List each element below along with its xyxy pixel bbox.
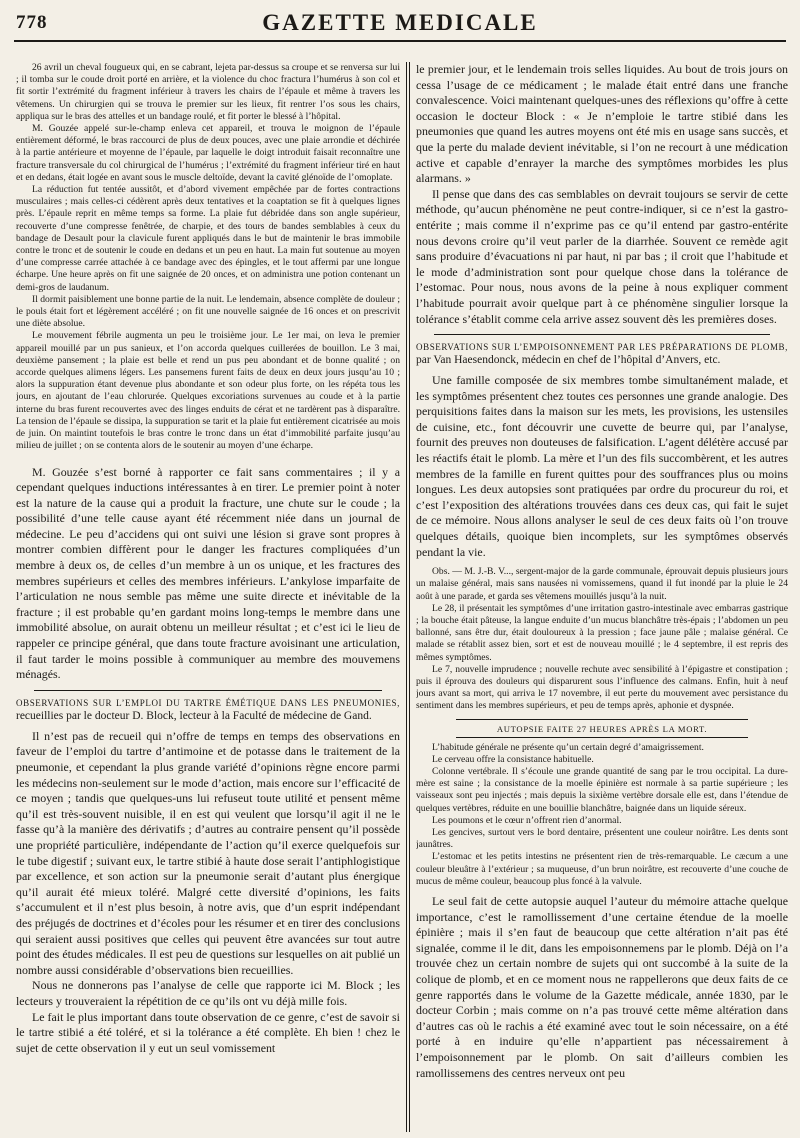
- section-title-rest: recueillies par le docteur D. Block, lecteur à la Faculté de médecine de Gand.: [16, 709, 372, 722]
- body-paragraph: Nous ne donnerons pas l’analyse de celle que rapporte ici M. Block ; les lecteurs y trouveraient la répétition de ce qu’ils ont vu déjà mille fois.: [16, 978, 400, 1008]
- observation-paragraph: Le 7, nouvelle imprudence ; nouvelle rechute avec sensibilité à l’épigastre et constipation ; puis il éprouva des douleurs qui disparurent sous l’influence des calmans. Enfin, huit à neuf jours avant sa mort, qui arriva le 17 novembre, il eut perte du mouvement avec persistance du sentiment dans les membres supérieurs, et peu de temps après, aphonie et dyspnée.: [416, 663, 788, 712]
- column-rule: [406, 62, 407, 1132]
- column-rule: [409, 62, 410, 1132]
- section-title: [16, 697, 400, 723]
- body-paragraph: Il n’est pas de recueil qui n’offre de temps en temps des observations en faveur de l’emploi du tartre d’antimoine et de potasse dans le traitement de la pneumonie, et cependant la plus grande variété d’opinions règne encore parmi les médecins non-seulement sur le mode d’action, mais encore sur l’efficacité de ce moyen ; tandis que quelques-uns lui refuseut toute utilité et pensent même qu’il est très-souvent nuisible, il en est qui veulent que lorsqu’il agit il ne le fasse qu’à la manière des dérivatifs ; d’autres au contraire pensent qu’il possède une propriété particulière, indépendante de l’action qu’il exerce quelquefois sur le tube digestif ; suivant eux, le tartre stibié à haute dose serait l’antiphlogistique par excellence, et son action sur la pneumonie serait d’autant plus énergique qu’il aurait été mieux toléré. Malgré cette diversité d’opinions, les faits s’accumulent et il n’est plus besoin, à notre avis, que d’un esprit indépendant des préjugés de doctrines et d’écoles pour les résumer et en tirer des conclusions qui seraient aussi positives que celles qui peuvent être avancées sur tout autre point des études médicales. Il est peu de questions sur lesquelles on ait publié un nombre aussi considérable d’observations bien recueillies.: [16, 728, 400, 977]
- section-divider: [456, 737, 748, 738]
- section-title-caps: OBSERVATIONS SUR L’EMPLOI DU TARTRE ÉMÉTIQUE DANS LES PNEUMONIES,: [16, 697, 400, 708]
- case-paragraph: La réduction fut tentée aussitôt, et d’abord vivement empêchée par de fortes contractions musculaires ; mais celles-ci cédèrent après deux tentatives et la coaptation se fit à quelques lignes près. L’épaule reprit en même temps sa forme. La plaie fut débridée dans son angle supérieur, recouverte d’une compresse fenêtrée, de charpie, et des tours de bandes semblables à ceux du bandage de Desault pour la clavicule furent appliqués dans le but de maintenir le bras immobile contre le tronc et de soutenir le coude en dedans et un peu en haut. La main fut soutenue au moyen d’une compresse carrée attachée à ce bandage avec des épingles, et le tout affermi par une longue écharpe. Une heure après on fit une saignée de 20 onces, et on administra une potion contenant un demi-gros de laudanum.: [16, 184, 400, 293]
- body-paragraph: Le fait le plus important dans toute observation de ce genre, c’est de savoir si le tartre stibié a été toléré, et si la tolérance a été complète. Eh bien ! chez le sujet de cette observation il y eut un seul vomissement: [16, 1009, 400, 1055]
- autopsy-paragraph: Colonne vertébrale. Il s’écoule une grande quantité de sang par le trou occipital. La dure-mère est saine ; la consistance de la moelle épinière est normale à sa partie supérieure ; les vaisseaux sont peu injectés ; mais depuis la sixième vertèbre dorsale elle est, dans l’étendue de quelques vertèbres, réduite en une bouillie blanchâtre, baignée dans un liquide séreux.: [416, 766, 788, 814]
- case-paragraph: M. Gouzée appelé sur-le-champ enleva cet appareil, et trouva le moignon de l’épaule entièrement déformé, le bras raccourci de plus de deux pouces, avec une plaie arrondie et déchirée à la partie antérieure et moyenne de l’épaule, par laquelle le doigt introduit faisait reconnaître une fracture transversale du col chirurgical de l’humérus ; l’extrémité du fragment inférieur tiré en haut et en dedans, était logée en avant sous le muscle deltoïde, devant la cavité glénoïde de l’omoplate.: [16, 123, 400, 183]
- page-header: [14, 6, 786, 42]
- section-title: [416, 341, 788, 367]
- autopsy-paragraph: L’estomac et les petits intestins ne présentent rien de très-remarquable. Le cæcum a une couleur bleuâtre à l’extérieur ; sa muqueuse, d’un brun noirâtre, est recouverte d’une couche de mucus de même couleur, beaucoup plus foncé à la valvule.: [416, 851, 788, 887]
- observation-paragraph: Obs. — M. J.-B. V..., sergent-major de la garde communale, éprouvait depuis plusieurs jours un malaise général, mais sans nausées ni vomissemens, quand il fut inondé par la pluie le 24 août à une parade, et garda ses vêtemens mouillés jusqu’à la nuit.: [416, 566, 788, 602]
- case-paragraph: 26 avril un cheval fougueux qui, en se cabrant, lejeta par-dessus sa croupe et se renversa sur lui ; il tomba sur le coude droit porté en arrière, et la violence du choc fractura l’humérus à son col et fit sortir l’extrémité du fragment inférieur à travers les chairs de l’épaule et même à travers les vêtemens. Un chirurgien qui se trouva le premier sur les lieux, fit rentrer l’os sous les chairs, appliqua sur le bras des attelles et un bandage roulé, et fit porter le blessé à l’hôpital.: [16, 62, 400, 122]
- autopsy-paragraph: Les gencives, surtout vers le bord dentaire, présentent une couleur noirâtre. Les dents sont jaunâtres.: [416, 827, 788, 851]
- section-divider: [434, 334, 770, 335]
- observation-paragraph: Le 28, il présentait les symptômes d’une irritation gastro-intestinale avec embarras gastrique ; la bouche était pâteuse, la langue enduite d’un mucus blanchâtre très-épais ; l’abdomen un peu ballonné, sans être dur, était douloureux à la pression ; face jaune pâle ; malaise général. Ce malade se rétablit assez bien, sort et est de nouveau mouillé ; le 4 septembre, il est repris des mêmes symptômes.: [416, 602, 788, 663]
- closing-paragraph: Le seul fait de cette autopsie auquel l’auteur du mémoire attache quelque importance, c’est le ramollissement d’une certaine étendue de la moelle épinière ; mais il s’en faut de beaucoup que cette altération n’ait pas été signalée, comme il le dit, dans les empoisonnemens par le plomb. Déjà on l’a trouvée chez un certain nombre de sujets qui ont succombé à la suite de la colique de plomb, et en ce moment nous ne rappellerons que deux faits de ce genre rapportés dans le volume de la Gazette médicale, année 1830, par le docteur Corbin ; mais comme on n’a pas trouvé cette même altération dans d’autres cas où le rachis a été examiné avec tout le soin nécessaire, on a été porté à en induire qu’elle n’appartient pas nécessairement à l’empoisonnement par le plomb. On sait d’ailleurs combien les ramollissemens des centres nerveux ont peu: [416, 894, 788, 1080]
- section-divider: [456, 719, 748, 720]
- autopsy-title: AUTOPSIE FAITE 27 HEURES APRÈS LA MORT.: [496, 723, 708, 734]
- case-paragraph: Il dormit paisiblement une bonne partie de la nuit. Le lendemain, absence complète de douleur ; le pouls était fort et légèrement accéléré ; on fit une nouvelle saignée de 16 onces et on prescrivit une diète absolue.: [16, 293, 400, 330]
- left-column: [16, 62, 400, 1132]
- section-divider: [34, 690, 382, 691]
- commentary-paragraph: M. Gouzée s’est borné à rapporter ce fait sans commentaires ; il y a cependant quelques inductions intéressantes à en tirer. Le premier point à noter est la nature de la cause qui a produit la fracture, une chute sur le coude ; la possibilité d’une telle cause ayant été récemment niée dans un journal de médecine. Le peu d’accidens qui ont suivi une lésion si grave sont propres à montrer combien diffèrent pour le danger les fractures compliquées d’un membre à deux os, de celles d’un membre à un os unique, et les fractures des membres supérieurs et celles des membres inférieurs. L’ankylose imparfaite de l’articulation ne nous semble pas même une suite directe et inévitable de la fracture ; il est probable qu’en gardant moins long-temps le membre dans une immobilité absolue, on aurait obtenu un meilleur résultat ; et c’est ici le lieu de rappeler ce principe général, que dans toute fracture avoisinant une articulation, il faut tarder le moins possible à communiquer au membre des mouvemens ménagés.: [16, 464, 400, 682]
- body-paragraph: Il pense que dans des cas semblables on devrait toujours se servir de cette méthode, qu’aucun phénomène ne peut contre-indiquer, si ce n’est la gastro-entérite ; mais comme il n’exprime pas ce qu’il entend par gastro-entérite nous devons croire qu’il veut parler de la diarrhée. Souvent ce remède agit sans produire d’évacuations ni par haut, ni par bas ; il croit que l’habitude et le mode d’administration sont pour quelque chose dans la tolérance de l’estomac. Pour nous, nous avons de la peine à nous expliquer comment l’habitude pourrait avoir quelque part à ce phénomène singulier lorsque la tolérance s’établit comme cela arrive assez souvent dès les premières doses.: [416, 186, 788, 326]
- autopsy-paragraph: L’habitude générale ne présente qu’un certain degré d’amaigrissement.: [432, 741, 704, 753]
- case-paragraph: Le mouvement fébrile augmenta un peu le troisième jour. Le 1er mai, on leva le premier appareil mouillé par un pus sanieux, et l’on accorda quelques cuillerées de bouillon. Le 3 mai, deuxième pansement ; la plaie est belle et rend un pus peu abondant et de bonne qualité ; on accorde quelques alimens légers. Les pansemens furent faits de deux en deux jours jusqu’au 10 ; alors la suppuration étant devenue plus abondante et son odeur plus forte, on les répéta tous les jours, en ajoutant de l’eau chlorurée. Quelques excoriations survenues au coude et à la partie interne du bras furent recouvertes avec des linges enduits de cérat et ne tardèrent pas à disparaître. La tension de l’épaule se dissipa, la suppuration se tarit et la plaie fut entièrement cicatrisée au mois de juin. On maintint toutefois le bras contre le tronc dans un état d’immobilité parfaite jusqu’au milieu de juillet ; on se contenta alors de le soutenir au moyen d’une écharpe.: [16, 330, 400, 452]
- section-title-caps: OBSERVATIONS SUR L’EMPOISONNEMENT PAR LES PRÉPARATIONS DE PLOMB,: [416, 342, 788, 353]
- page-number: 778: [16, 12, 48, 33]
- section-title-rest: par Van Haesendonck, médecin en chef de l’hôpital d’Anvers, etc.: [416, 354, 721, 367]
- intro-paragraph: Une famille composée de six membres tombe simultanément malade, et les symptômes présentent chez toutes ces personnes une grande analogie. Des perquisitions faites dans la maison sur les mets, les provisions, les ustensiles de cuisine, etc., font découvrir une cuvette de beurre qui, par l’analyse, fournit des preuves non douteuses de falsification. L’agent délétère accusé par les réactifs était le plomb. La mère et l’un des fils succombèrent, et les autres membres de la famille en furent quittes pour des souffrances plus ou moins longues. Les deux autopsies sont pratiquées par ordre du procureur du roi, et c’est l’exposition des altérations trouvées dans ces deux cas, qui fait le sujet de ce mémoire. Nous allons analyser le seul de ces deux faits où l’on trouve quelques détails, quoique bien incomplets, sur les symptômes observés pendant la vie.: [416, 373, 788, 559]
- journal-title: GAZETTE MEDICALE: [262, 10, 538, 35]
- autopsy-paragraph: Le cerveau offre la consistance habituelle.: [432, 753, 594, 765]
- body-paragraph: le premier jour, et le lendemain trois selles liquides. Au bout de trois jours on cessa l’usage de ce médicament ; le malade était entré dans une franche convalescence. Voici maintenant quelques-unes des réflexions qu’offre à cette occasion le docteur Block : « Je n’emploie le tartre stibié dans les pneumonies que quand les autres moyens ont été mis en usage sans succès, et que la perte du malade devient inévitable, si l’on ne recourt à une médication active et capable d’enrayer la marche des symptômes morbides les plus alarmans. »: [416, 62, 788, 186]
- right-column: [416, 62, 788, 1132]
- autopsy-paragraph: Les poumons et le cœur n’offrent rien d’anormal.: [432, 814, 622, 826]
